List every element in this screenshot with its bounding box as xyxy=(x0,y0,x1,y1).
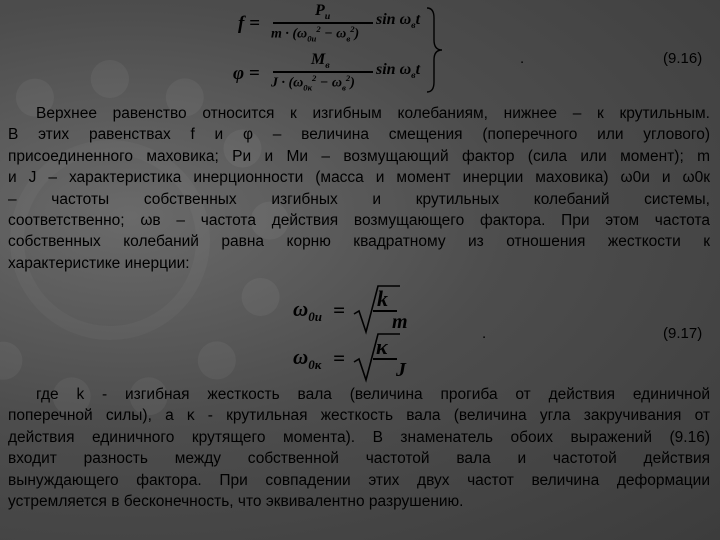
eq1-number: (9.16) xyxy=(663,50,703,67)
para1-line: – частоты собственных изгибных и крутильных колебаний системы, xyxy=(8,190,710,208)
eq2-equals-2: = xyxy=(333,346,345,370)
eq2-numerator-k: k xyxy=(377,286,388,311)
para2-line: входит разность между собственной частотой вала и частотой действия xyxy=(8,450,710,468)
para1-line: присоединенного маховика; Pи и Mи – возмущающий фактор (сила или момент); m xyxy=(8,147,710,165)
eq1-lhs-phi: φ = xyxy=(233,63,260,84)
para2-line: вынуждающего фактора. При совпадении этих двух частот величина деформации xyxy=(8,471,710,489)
eq2-dot: . xyxy=(482,325,487,342)
eq1-right-brace xyxy=(424,6,446,94)
eq2-equals-1: = xyxy=(333,298,345,322)
eq2-number: (9.17) xyxy=(663,325,703,342)
para2-line: устремляется в бесконечность, что эквивалентно разрушению. xyxy=(8,493,464,511)
para2-line: где k - изгибная жесткость вала (величина прогиба от действия единичной xyxy=(36,386,710,403)
eq2-lhs-omega-0k: $\omega_{0к}$ xyxy=(293,345,322,373)
eq1-denominator: $m \cdot (\omega_{0и}^2 - \omega_в^2)$ xyxy=(271,24,360,44)
para2-line: поперечной силы), а κ - крутильная жесткость вала (величина угла закручивания от xyxy=(8,407,710,425)
para1-line: собственных колебаний равна корню квадратному из отношения жесткости к xyxy=(8,233,710,251)
eq1-lhs-f: f = xyxy=(238,13,260,34)
para1-line: В этих равенствах f и φ – величина смещения (поперечного или углового) xyxy=(8,126,710,144)
eq1-sin-term-2: $\sin \omega_вt$ xyxy=(376,61,421,82)
para2-line: действия единичного крутящего момента). В знаменатель обоих выражений (9.16) xyxy=(8,428,710,446)
para1-line: соответственно; ωв – частота действия возмущающего фактора. При этом частота xyxy=(8,212,710,230)
eq1-numerator-M: $M_в$ xyxy=(311,51,330,72)
para1-line: и J – характеристика инерционности (масса и момент инерции маховика) ω0и и ω0к xyxy=(8,169,710,187)
eq2-denominator-m: m xyxy=(392,311,408,333)
eq2-numerator-kappa: κ xyxy=(376,334,388,359)
eq1-numerator-P: $P_и$ xyxy=(315,2,331,23)
paragraph-2 xyxy=(8,384,710,512)
para1-line: Верхнее равенство относится к изгибным колебаниям, нижнее – к крутильным. xyxy=(36,105,710,122)
eq2-lhs-omega-0i: $\omega_{0и}$ xyxy=(293,297,322,325)
paragraph-1 xyxy=(8,103,710,274)
eq2-denominator-J: J xyxy=(396,359,406,381)
eq1-dot: . xyxy=(520,50,525,67)
para1-line: характеристике инерции: xyxy=(8,254,190,272)
eq1-denominator-2: $J \cdot (\omega_{0к}^2 - \omega_в^2)$ xyxy=(271,73,355,93)
eq1-sin-term: $\sin \omega_вt$ xyxy=(376,11,421,32)
